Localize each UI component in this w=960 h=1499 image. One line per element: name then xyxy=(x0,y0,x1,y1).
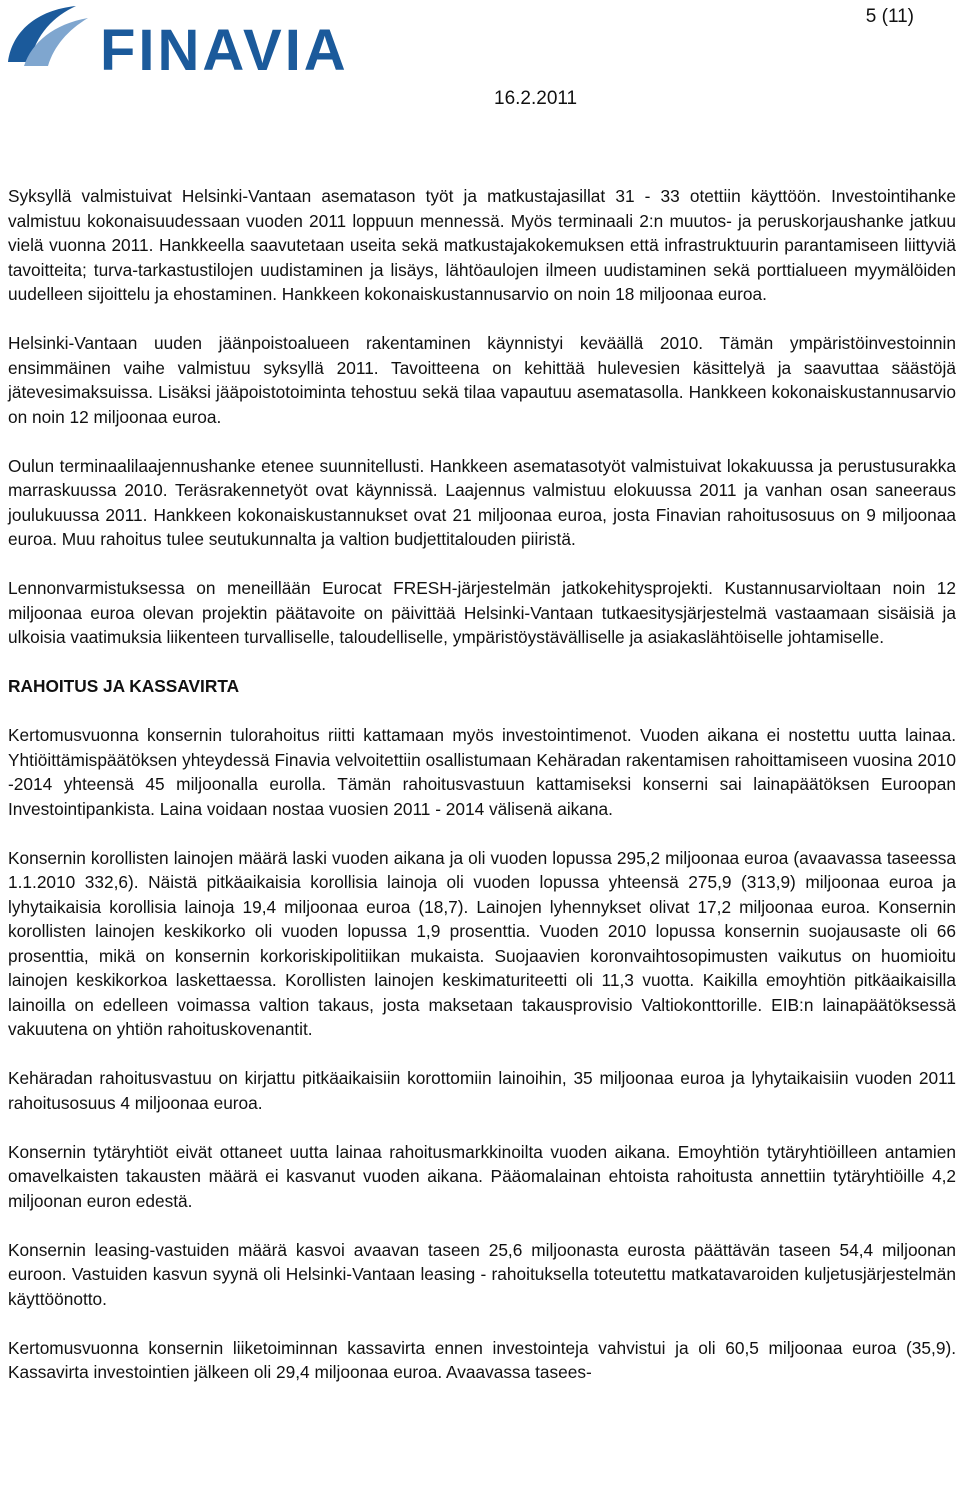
document-date: 16.2.2011 xyxy=(494,88,578,109)
section-heading: RAHOITUS JA KASSAVIRTA xyxy=(8,676,240,696)
document-body xyxy=(8,184,956,1409)
paragraph: Konsernin korollisten lainojen määrä laski vuoden aikana ja oli vuoden lopussa 295,2 miljoonaa euroa (avaavassa taseessa 1.1.2010 332,6). Näistä pitkäaikaisia korollisia lainoja oli vuoden lopussa yhteensä 275,9 (313,9) miljoonaa euroa ja lyhytaikaisia korollisia lainoja 19,4 miljoonaa euroa (18,7). Lainojen lyhennykset olivat 17,2 miljoonaa euroa. Konsernin korollisten lainojen keskikorko oli vuoden lopussa 1,9 prosenttia. Vuoden 2010 lopussa konsernin suojausaste oli 66 prosenttia, mikä on konsernin korkoriskipolitiikan mukaista. Suojaavien koronvaihtosopimusten vaikutus on huomioitu lainojen keskikorkoa laskettaessa. Korollisten lainojen keskimaturiteetti oli 11,3 vuotta. Kaikilla emoyhtiön pitkäaikaisilla lainoilla on edelleen voimassa valtion takaus, josta maksetaan takausprovisio Valtiokonttorille. EIB:n lainapäätöksessä vakuutena on yhtiön rahoituskovenantit. xyxy=(8,847,956,1039)
paragraph: Syksyllä valmistuivat Helsinki-Vantaan asematason työt ja matkustajasillat 31 - 33 otettiin käyttöön. Investointihanke valmistuu kokonaisuudessaan vuoden 2011 loppuun mennessä. Myös terminaali 2:n muutos- ja peruskorjaushanke jatkuu vielä vuonna 2011. Hankkeella saavutetaan useita sekä matkustajakokemuksen että infrastruktuurin parantamiseen liittyviä tavoitteita; turva-tarkastustilojen uudistaminen ja lisäys, lähtöaulojen ilmeen uudistaminen sekä porttialueen myymälöiden uudelleen sijoittelu ja ehostaminen. Hankkeen kokonaiskustannusarvio on noin 18 miljoonaa euroa. xyxy=(8,186,956,304)
finavia-logo-graphic xyxy=(6,4,378,76)
paragraph: Kertomusvuonna konsernin liiketoiminnan kassavirta ennen investointeja vahvistui ja oli 60,5 miljoonaa euroa (35,9). Kassavirta investointien jälkeen oli 29,4 miljoonaa euroa. Avaavassa tasees- xyxy=(8,1337,956,1382)
paragraph: Lennonvarmistuksessa on meneillään Eurocat FRESH-järjestelmän jatkokehitysprojekti. Kustannusarvioltaan noin 12 miljoonaa euroa olevan projektin päätavoite on päivittää Helsinki-Vantaan tutkaesitysjärjestelmä vastaamaan sisäisiä ja ulkoisia vaatimuksia liikenteen turvalliselle, taloudelliselle, ympäristöystävälliselle ja asiakaslähtöiselle johtamiselle. xyxy=(8,578,956,647)
paragraph: Oulun terminaalilaajennushanke etenee suunnitellusti. Hankkeen asematasotyöt valmistuivat lokakuussa ja perustusurakka marraskuussa 2010. Teräsrakennetyöt ovat käynnissä. Laajennus valmistuu elokuussa 2011 ja vanhan osan saneeraus joulukuussa 2011. Hankkeen kokonaiskustannukset ovat 21 miljoonaa euroa, josta Finavian rahoitusosuus on 9 miljoonaa euroa. Muu rahoitus tulee seutukunnalta ja valtion budjettitalouden piiristä. xyxy=(8,455,956,549)
paragraph: Konsernin tytäryhtiöt eivät ottaneet uutta lainaa rahoitusmarkkinoilta vuoden aikana. Emoyhtiön tytäryhtiöilleen antamien omavelkaisten takausten määrä ei kasvanut vuoden aikana. Pääomalainan ehtoista rahoitusta annettiin tytäryhtiöille 4,2 miljoonan euron edestä. xyxy=(8,1141,956,1211)
paragraph: Konsernin leasing-vastuiden määrä kasvoi avaavan taseen 25,6 miljoonasta eurosta päättävän taseen 54,4 miljoonan euroon. Vastuiden kasvun syynä oli Helsinki-Vantaan leasing - rahoituksella toteutettu matkatavaroiden kuljetusjärjestelmän käyttöönotto. xyxy=(8,1239,956,1309)
paragraph: Kertomusvuonna konsernin tulorahoitus riitti kattamaan myös investointimenot. Vuoden aikana ei nostettu uutta lainaa. Yhtiöittämispäätöksen yhteydessä Finavia velvoitettiin osallistumaan Kehäradan rakentamisen rahoittamiseen vuosina 2010 -2014 yhteensä 45 miljoonalla eurolla. Tämän rahoitusvastuun kattamiseksi konserni sai lainapäätöksen Euroopan Investointipankista. Laina voidaan nostaa vuosien 2011 - 2014 välisenä aikana. xyxy=(8,725,956,819)
finavia-logo xyxy=(6,4,378,76)
paragraph: Helsinki-Vantaan uuden jäänpoistoalueen rakentaminen käynnistyi keväällä 2010. Tämän ympäristöinvestoinnin ensimmäinen vaihe valmistuu syksyllä 2011. Tavoitteena on kehittää hulevesien käsittelyä ja saavuttaa säästöjä jätevesimaksuissa. Lisäksi jääpoistotoiminta tehostuu sekä tilaa vapautuu asematasolla. Hankkeen kokonaiskustannusarvio on noin 12 miljoonaa euroa. xyxy=(8,333,956,427)
paragraph: Kehäradan rahoitusvastuu on kirjattu pitkäaikaisiin korottomiin lainoihin, 35 miljoonaa euroa ja lyhytaikaisiin vuoden 2011 rahoitusosuus 4 miljoonaa euroa. xyxy=(8,1068,956,1113)
logo-wordmark: FINAVIA xyxy=(100,18,349,76)
page-number: 5 (11) xyxy=(865,6,914,27)
